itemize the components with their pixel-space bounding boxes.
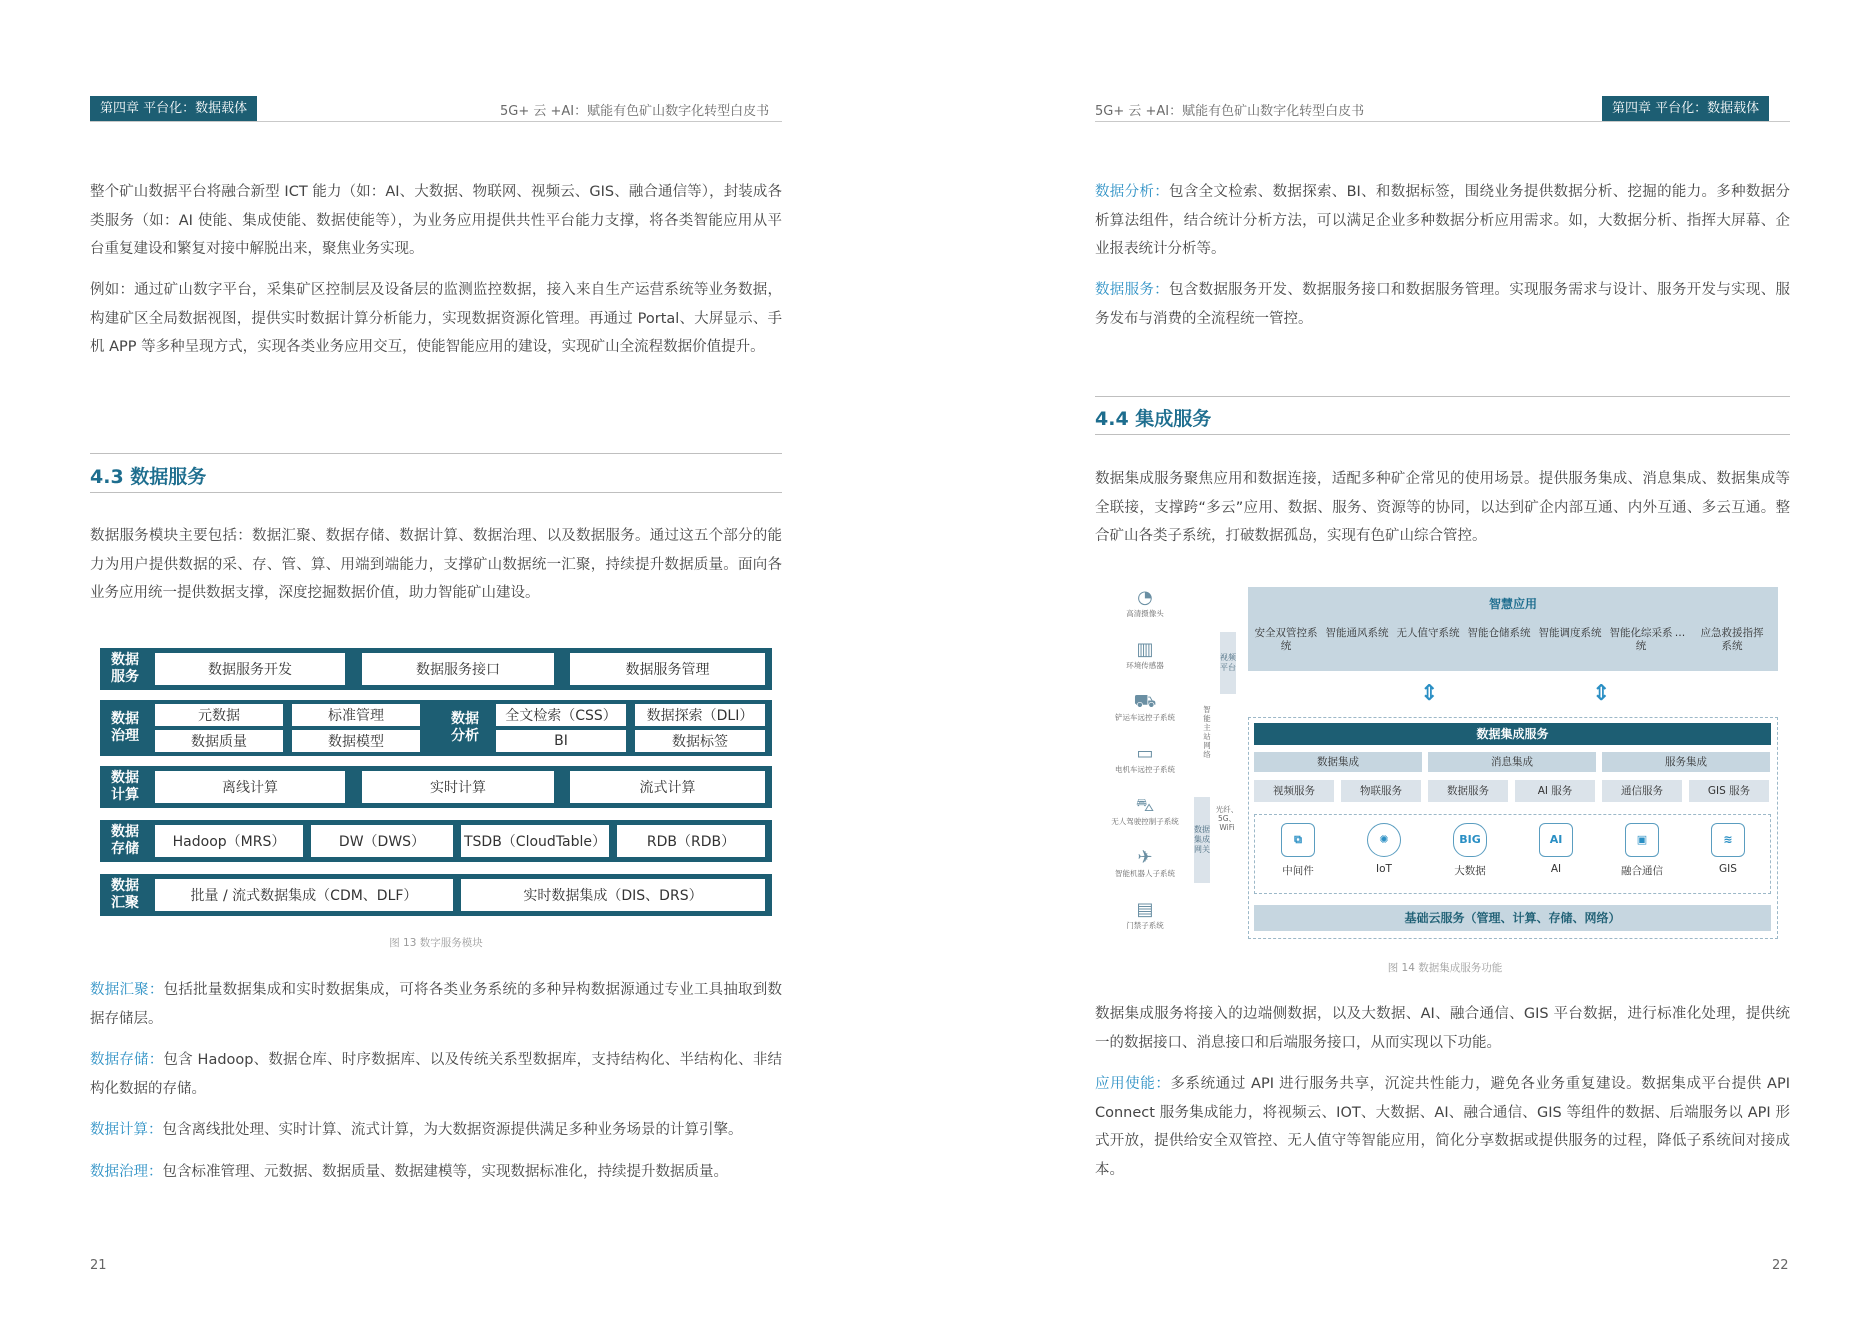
smart-item: 安全双管控系统 — [1254, 627, 1318, 652]
section-paragraph: 数据服务模块主要包括：数据汇聚、数据存储、数据计算、数据治理、以及数据服务。通过这五个部分的能力为用户提供数据的采、存、管、算、用端到端能力，支撑矿山数据统一汇聚，持续提升数据质量。面向各业务应用统一提供数据支撑，深度挖掘数据价值，助力智能矿山建设。 — [90, 528, 782, 601]
definition-analysis — [1095, 178, 1790, 264]
cell-hadoop: Hadoop（MRS） — [155, 825, 303, 857]
device-truck: ⛟ 铲运车远控子系统 — [1100, 691, 1190, 723]
section-rule-bottom — [90, 492, 782, 493]
definition-storage — [90, 1046, 782, 1103]
definition-term: 数据计算： — [90, 1122, 163, 1138]
cell-tsdb: TSDB（CloudTable） — [461, 825, 609, 857]
header-rule — [90, 121, 782, 122]
cell-data-model: 数据模型 — [292, 730, 420, 752]
gis-icon: ≋ — [1711, 823, 1745, 857]
cell-data-quality: 数据质量 — [155, 730, 283, 752]
integration-small: 通信服务 — [1602, 780, 1682, 802]
smart-item-ellipsis: … — [1674, 627, 1686, 639]
server-icon: ▤ — [1136, 899, 1154, 920]
cell-stream-compute: 流式计算 — [570, 771, 765, 803]
arrow-updown-icon: ⇕ — [1592, 681, 1611, 706]
smart-item: 智能化综采系统 — [1609, 627, 1673, 652]
integration-mid: 数据集成 — [1254, 752, 1422, 772]
component-comm: ▣ 融合通信 — [1603, 823, 1681, 878]
figure-caption: 图 13 数字服务模块 — [389, 937, 483, 949]
chapter-tag: 第四章 平台化：数据载体 — [90, 96, 257, 121]
section-rule-bottom — [1095, 434, 1790, 435]
definition-text: 包括批量数据集成和实时数据集成，可将各类业务系统的多种异构数据源通过专业工具抽取到数据存储层。 — [90, 982, 783, 1027]
category-label: 数据 治理 — [111, 711, 139, 744]
integration-small: 数据服务 — [1428, 780, 1508, 802]
definition-text: 包含离线批处理、实时计算、流式计算，为大数据资源提供满足多种业务场景的计算引擎。 — [162, 1122, 743, 1138]
base-cloud-bar: 基础云服务（管理、计算、存储、网络） — [1254, 905, 1771, 931]
page-number: 21 — [90, 1258, 107, 1273]
component-bigdata: BIG 大数据 — [1431, 823, 1509, 878]
device-camera: ◔ 高清摄像头 — [1100, 587, 1190, 619]
smart-item: 无人值守系统 — [1396, 627, 1460, 639]
row-data-governance — [100, 700, 772, 756]
integration-small: 视频服务 — [1254, 780, 1334, 802]
category-label: 数据 汇聚 — [111, 878, 139, 911]
cell-service-manage: 数据服务管理 — [570, 653, 765, 685]
integration-mid: 服务集成 — [1602, 752, 1770, 772]
cell-dw: DW（DWS） — [311, 825, 453, 857]
middleware-icon: ⧉ — [1281, 823, 1315, 857]
smart-item: 智能通风系统 — [1325, 627, 1389, 639]
definition-app-enable — [1095, 1070, 1790, 1184]
cell-offline-compute: 离线计算 — [155, 771, 345, 803]
smart-item: 应急救援指挥系统 — [1700, 627, 1764, 652]
cell-realtime-compute: 实时计算 — [362, 771, 554, 803]
definition-term: 数据存储： — [90, 1052, 164, 1068]
intro-paragraph-2: 例如：通过矿山数字平台，采集矿区控制层及设备层的监测监控数据，接入来自生产运营系统等业务数据，构建矿区全局数据视图，提供实时数据计算分析能力，实现数据资源化管理。再通过 Portal、大屏显示、手机 APP 等多种呈现方式，实现各类业务应用交互，使能智能应用的建设，实现矿山全流程数据价值提升。 — [90, 282, 782, 355]
smart-item: 智能仓储系统 — [1467, 627, 1531, 639]
section-paragraph: 数据集成服务聚焦应用和数据连接，适配多种矿企常见的使用场景。提供服务集成、消息集成、数据集成等全联接，支撑跨“多云”应用、数据、服务、资源等的协同，以达到矿企内部互通、内外互通、多云互通。整合矿山各类子系统，打破数据孤岛，实现有色矿山综合管控。 — [1095, 471, 1790, 544]
comm-icon: ▣ — [1625, 823, 1659, 857]
cell-batch-integration: 批量 / 流式数据集成（CDM、DLF） — [155, 879, 453, 911]
cell-data-explore: 数据探索（DLI） — [635, 704, 765, 726]
definition-text: 包含 Hadoop、数据仓库、时序数据库、以及传统关系型数据库，支持结构化、半结构化、非结构化数据的存储。 — [90, 1052, 783, 1097]
sensor-icon: ▥ — [1136, 639, 1154, 660]
arrow-updown-icon: ⇕ — [1420, 681, 1439, 706]
definition-term: 应用使能： — [1095, 1076, 1171, 1092]
device-drone: ✈ 智能机器人子系统 — [1100, 847, 1190, 879]
row-data-compute — [100, 766, 772, 808]
definition-service — [1095, 276, 1790, 333]
integration-title: 数据集成服务 — [1254, 723, 1771, 745]
cell-metadata: 元数据 — [155, 704, 283, 726]
row-data-storage — [100, 820, 772, 862]
video-platform-strip: 视频平台 — [1220, 632, 1236, 694]
smart-app-title: 智慧应用 — [1488, 597, 1537, 611]
section-heading: 4.4 集成服务 — [1095, 408, 1212, 430]
truck-icon: ⛟ — [1133, 691, 1157, 712]
device-car: ⛍ 无人驾驶控制子系统 — [1100, 795, 1190, 827]
component-ai: AI AI — [1517, 823, 1595, 875]
vehicle-icon: ▭ — [1136, 743, 1154, 764]
definition-text: 包含全文检索、数据探索、BI、和数据标签，围绕业务提供数据分析、挖掘的能力。多种数据分析算法组件，结合统计分析方法，可以满足企业多种数据分析应用需求。如，大数据分析、指挥大屏幕、企业报表统计分析等。 — [1095, 184, 1790, 257]
intro-paragraph-1: 整个矿山数据平台将融合新型 ICT 能力（如：AI、大数据、物联网、视频云、GIS、融合通信等），封装成各类服务（如：AI 使能、集成使能、数据使能等），为业务应用提供共性平台能力支撑，将各类智能应用从平台重复建设和繁复对接中解脱出来，聚焦业务实现。 — [90, 184, 782, 257]
gateway-strip: 数据集成网关 — [1194, 797, 1210, 883]
chapter-tag: 第四章 平台化：数据载体 — [1602, 96, 1769, 121]
section-rule-top — [1095, 396, 1790, 397]
definition-term: 数据治理： — [90, 1164, 163, 1180]
smart-app-box — [1248, 587, 1778, 671]
smart-network-label: 智能主站网络 — [1203, 705, 1211, 759]
header-title: 5G+ 云 +AI：赋能有色矿山数字化转型白皮书 — [1095, 104, 1365, 119]
device-sensor: ▥ 环境传感器 — [1100, 639, 1190, 671]
bigdata-icon: BIG — [1453, 823, 1487, 857]
subcategory-label: 数据 分析 — [451, 711, 479, 744]
cell-fulltext-search: 全文检索（CSS） — [496, 704, 626, 726]
header-rule — [1095, 121, 1790, 122]
device-vehicle: ▭ 电机车远控子系统 — [1100, 743, 1190, 775]
integration-diagram — [1100, 587, 1790, 962]
cell-rdb: RDB（RDB） — [617, 825, 765, 857]
cell-realtime-integration: 实时数据集成（DIS、DRS） — [461, 879, 765, 911]
component-box — [1254, 814, 1771, 894]
iot-icon: ✺ — [1367, 823, 1401, 857]
row-data-ingest — [100, 874, 772, 916]
cell-bi: BI — [496, 730, 626, 752]
category-label: 数据 存储 — [111, 824, 139, 857]
definition-compute — [90, 1116, 782, 1145]
figure-caption-right: 图 14 数据集成服务功能 — [1387, 962, 1503, 974]
ai-icon: AI — [1539, 823, 1573, 857]
left-page — [0, 0, 935, 1323]
smart-item: 智能调度系统 — [1538, 627, 1602, 639]
definition-ingest — [90, 976, 782, 1033]
row-data-service — [100, 648, 772, 690]
integration-small: AI 服务 — [1515, 780, 1595, 802]
section-rule-top — [90, 453, 782, 454]
definition-text: 多系统通过 API 进行服务共享，沉淀共性能力，避免各业务重复建设。数据集成平台提供 API Connect 服务集成能力，将视频云、IOT、大数据、AI、融合通信、GIS 等组件的数据、后端服务以 API 形式开放，提供给安全双管控、无人值守等智能应用，简化分享数据或提供服务的过程，降低子系统间对接成本。 — [1095, 1076, 1790, 1178]
definition-term: 数据汇聚： — [90, 982, 164, 998]
category-label: 数据 服务 — [111, 652, 139, 685]
cell-standard-manage: 标准管理 — [292, 704, 420, 726]
integration-small: GIS 服务 — [1689, 780, 1769, 802]
definition-term: 数据服务： — [1095, 282, 1169, 298]
network-label: 光纤、5G、WiFi — [1215, 805, 1239, 832]
cell-service-interface: 数据服务接口 — [362, 653, 554, 685]
definition-governance — [90, 1158, 782, 1187]
cell-data-tag: 数据标签 — [635, 730, 765, 752]
component-iot: ✺ IoT — [1345, 823, 1423, 875]
definition-text: 包含数据服务开发、数据服务接口和数据服务管理。实现服务需求与设计、服务开发与实现、服务发布与消费的全流程统一管控。 — [1095, 282, 1790, 327]
header-title: 5G+ 云 +AI：赋能有色矿山数字化转型白皮书 — [500, 104, 770, 119]
section-heading: 4.3 数据服务 — [90, 466, 207, 488]
integration-service-box — [1248, 717, 1778, 939]
cell-service-dev: 数据服务开发 — [155, 653, 345, 685]
component-middleware: ⧉ 中间件 — [1259, 823, 1337, 878]
integration-small: 物联服务 — [1341, 780, 1421, 802]
car-icon: ⛍ — [1135, 795, 1155, 816]
integration-mid: 消息集成 — [1428, 752, 1596, 772]
definition-term: 数据分析： — [1095, 184, 1169, 200]
device-server: ▤ 门禁子系统 — [1100, 899, 1190, 931]
category-label: 数据 计算 — [111, 770, 139, 803]
camera-icon: ◔ — [1137, 587, 1153, 608]
after-paragraph: 数据集成服务将接入的边端侧数据，以及大数据、AI、融合通信、GIS 平台数据，进行标准化处理，提供统一的数据接口、消息接口和后端服务接口，从而实现以下功能。 — [1095, 1006, 1790, 1051]
page-number-right: 22 — [1772, 1258, 1789, 1273]
definition-text: 包含标准管理、元数据、数据质量、数据建模等，实现数据标准化，持续提升数据质量。 — [162, 1164, 728, 1180]
component-gis: ≋ GIS — [1689, 823, 1767, 875]
drone-icon: ✈ — [1137, 847, 1153, 868]
